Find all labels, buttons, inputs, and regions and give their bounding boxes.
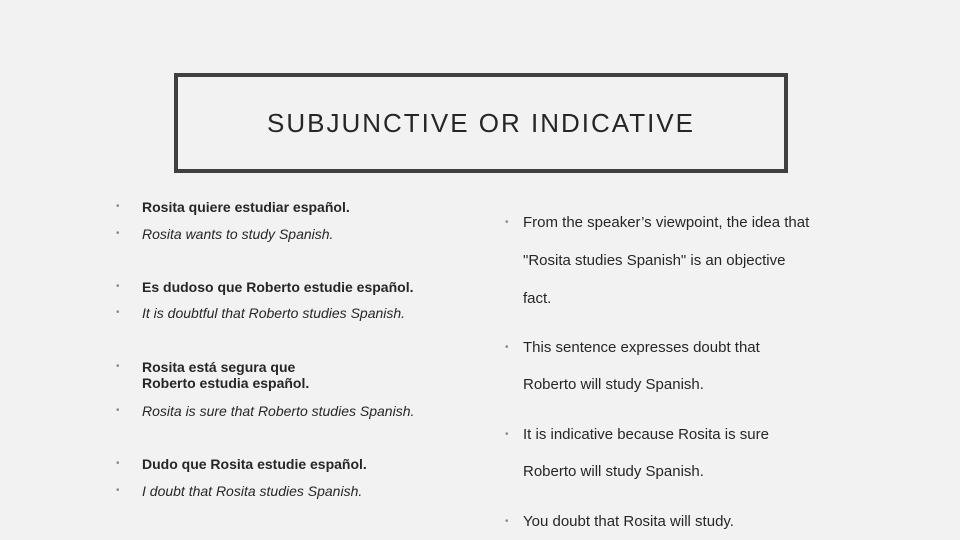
bullet-icon: • bbox=[116, 485, 120, 496]
list-item bbox=[116, 359, 309, 391]
spanish-sentence-line1: Rosita está segura que bbox=[142, 359, 296, 375]
explanation-line: This sentence expresses doubt that bbox=[523, 339, 760, 356]
spanish-sentence: Es dudoso que Roberto estudie español. bbox=[142, 279, 414, 295]
title-box bbox=[174, 73, 788, 173]
explanation-line: fact. bbox=[523, 290, 552, 307]
explanation-line: "Rosita studies Spanish" is an objective bbox=[523, 252, 786, 269]
bullet-icon: • bbox=[505, 516, 509, 527]
list-item bbox=[116, 279, 413, 295]
list-item bbox=[116, 483, 362, 499]
english-translation: Rosita wants to study Spanish. bbox=[142, 226, 334, 242]
bullet-icon: • bbox=[116, 361, 120, 372]
english-translation: I doubt that Rosita studies Spanish. bbox=[142, 483, 363, 499]
list-item bbox=[116, 305, 405, 321]
explanation-line: It is indicative because Rosita is sure bbox=[523, 426, 769, 443]
bullet-icon: • bbox=[505, 429, 509, 440]
bullet-icon: • bbox=[505, 217, 509, 228]
explanation-item bbox=[505, 214, 809, 232]
bullet-icon: • bbox=[116, 281, 120, 292]
explanation-line: Roberto will study Spanish. bbox=[523, 376, 704, 393]
explanation-line: You doubt that Rosita will study. bbox=[523, 513, 734, 530]
bullet-icon: • bbox=[505, 342, 509, 353]
english-translation: Rosita is sure that Roberto studies Spanish. bbox=[142, 403, 415, 419]
spanish-sentence bbox=[142, 359, 309, 391]
list-item bbox=[116, 456, 367, 472]
spanish-sentence-line2: Roberto estudia español. bbox=[142, 375, 310, 391]
bullet-icon: • bbox=[116, 228, 120, 239]
explanation-item bbox=[505, 513, 734, 531]
english-translation: It is doubtful that Roberto studies Spanish. bbox=[142, 305, 406, 321]
bullet-icon: • bbox=[116, 458, 120, 469]
explanation-item bbox=[505, 339, 760, 357]
list-item bbox=[116, 199, 350, 215]
slide-title: SUBJUNCTIVE OR INDICATIVE bbox=[266, 107, 695, 138]
explanation-line: From the speaker’s viewpoint, the idea that bbox=[523, 214, 810, 231]
list-item bbox=[116, 403, 414, 419]
bullet-icon: • bbox=[116, 405, 120, 416]
bullet-icon: • bbox=[116, 307, 120, 318]
spanish-sentence: Dudo que Rosita estudie español. bbox=[142, 456, 367, 472]
spanish-sentence: Rosita quiere estudiar español. bbox=[142, 199, 350, 215]
explanation-line: Roberto will study Spanish. bbox=[523, 463, 704, 480]
bullet-icon: • bbox=[116, 201, 120, 212]
explanation-item bbox=[505, 426, 769, 444]
list-item bbox=[116, 226, 333, 242]
